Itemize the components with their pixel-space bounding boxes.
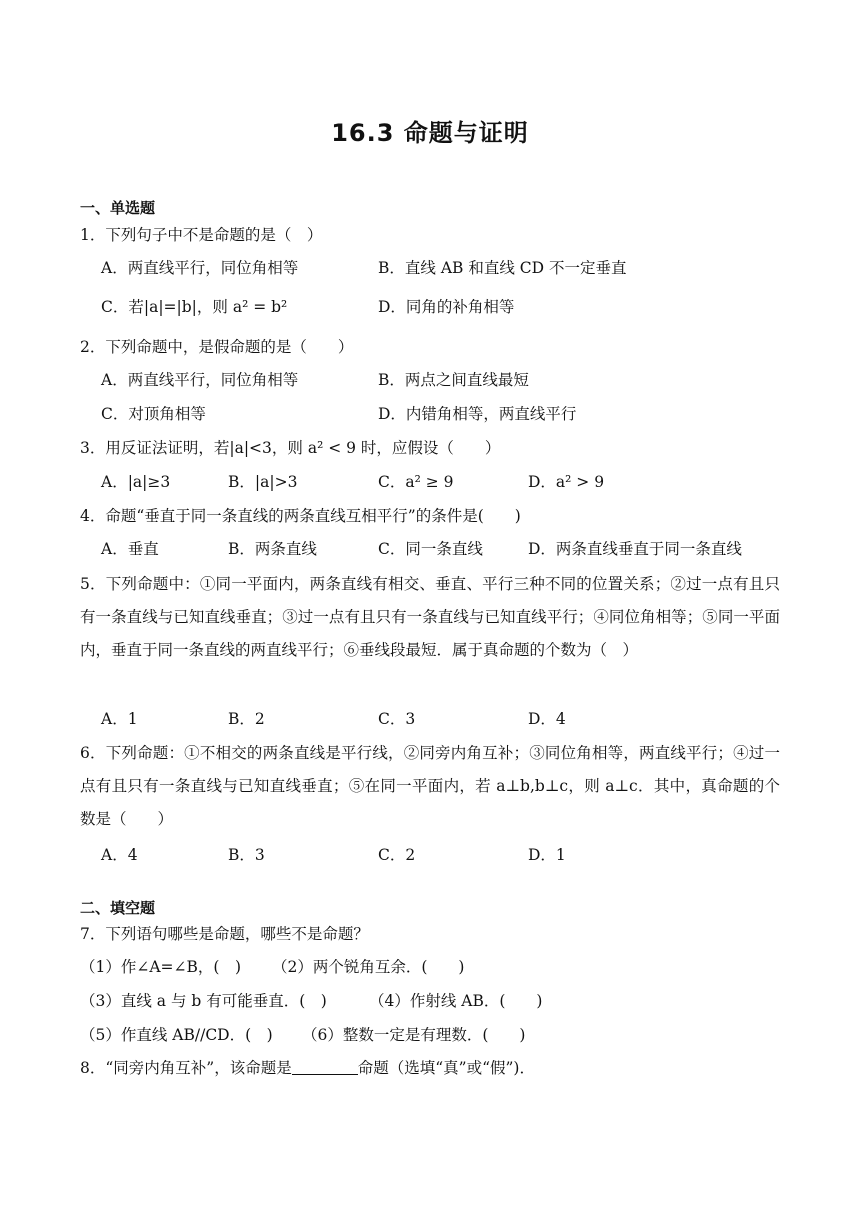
question-1-option-a: A．两直线平行，同位角相等 (101, 259, 299, 277)
section-heading-fill-in: 二、填空题 (80, 899, 156, 917)
question-8 (80, 1058, 535, 1078)
question-5-stem: 5．下列命题中：①同一平面内，两条直线有相交、垂直、平行三种不同的位置关系；②过一点有且只有一条直线与已知直线垂直；③过一点有且只有一条直线与已知直线平行；④同位角相等；⑤同一平面内，垂直于同一条直线的两直线平行；⑥垂线段最短．属于真命题的个数为（ ） (80, 575, 780, 659)
question-7-item-6: （6）整数一定是有理数．( ) (302, 1026, 526, 1044)
question-3-option-b: B．|a|>3 (228, 473, 298, 491)
question-1-stem: 1．下列句子中不是命题的是（ ） (80, 226, 323, 244)
question-2-option-b: B．两点之间直线最短 (378, 371, 529, 389)
question-5-option-c: C．3 (378, 710, 416, 728)
question-7-item-1: （1）作∠A=∠B，( ) (80, 958, 242, 976)
question-2-option-d: D．内错角相等，两直线平行 (378, 405, 577, 423)
question-3-stem: 3．用反证法证明，若|a|<3，则 a² < 9 时，应假设（ ） (80, 439, 501, 457)
question-2-option-c: C．对顶角相等 (101, 405, 206, 423)
question-2-stem: 2．下列命题中，是假命题的是（ ） (80, 338, 354, 356)
question-4-option-d: D．两条直线垂直于同一条直线 (528, 540, 742, 558)
question-8-text-before: 8．“同旁内角互补”，该命题是 (80, 1059, 292, 1077)
question-7-item-3: （3）直线 a 与 b 有可能垂直．( ) (80, 992, 327, 1010)
page-title: 16.3 命题与证明 (331, 119, 529, 147)
question-3-option-d: D．a² > 9 (528, 473, 605, 491)
question-5-option-d: D．4 (528, 710, 566, 728)
question-8-text-after: 命题（选填“真”或“假”)． (357, 1059, 535, 1077)
question-6-option-c: C．2 (378, 846, 416, 864)
question-3-option-c: C．a² ≥ 9 (378, 473, 454, 491)
question-7-item-5: （5）作直线 AB//CD．( ) (80, 1026, 273, 1044)
section-heading-single-choice: 一、单选题 (80, 199, 156, 217)
question-4-stem: 4．命题“垂直于同一条直线的两条直线互相平行”的条件是( ) (80, 507, 521, 525)
question-1-option-c: C．若|a|=|b|，则 a² = b² (101, 298, 288, 316)
question-5-option-b: B．2 (228, 710, 265, 728)
question-7-stem: 7．下列语句哪些是命题，哪些不是命题？ (80, 925, 369, 943)
question-7-item-2: （2）两个锐角互余．( ) (272, 958, 465, 976)
question-1-option-b: B．直线 AB 和直线 CD 不一定垂直 (378, 259, 627, 277)
question-6-stem: 6．下列命题：①不相交的两条直线是平行线，②同旁内角互补；③同位角相等，两直线平行；④过一点有且只有一条直线与已知直线垂直；⑤在同一平面内，若 a⊥b,b⊥c，则 a⊥c．其中，真命题的个数是（ ） (80, 744, 780, 828)
question-8-answer-blank[interactable] (292, 1058, 358, 1075)
question-4-option-a: A．垂直 (101, 540, 159, 558)
question-7-item-4: （4）作射线 AB．( ) (369, 992, 543, 1010)
question-6-option-b: B．3 (228, 846, 265, 864)
question-6-option-d: D．1 (528, 846, 566, 864)
question-1-option-d: D．同角的补角相等 (378, 298, 515, 316)
question-5-option-a: A．1 (101, 710, 138, 728)
question-4-option-b: B．两条直线 (228, 540, 317, 558)
question-3-option-a: A．|a|≥3 (101, 473, 171, 491)
question-2-option-a: A．两直线平行，同位角相等 (101, 371, 299, 389)
question-6-option-a: A．4 (101, 846, 138, 864)
question-4-option-c: C．同一条直线 (378, 540, 483, 558)
